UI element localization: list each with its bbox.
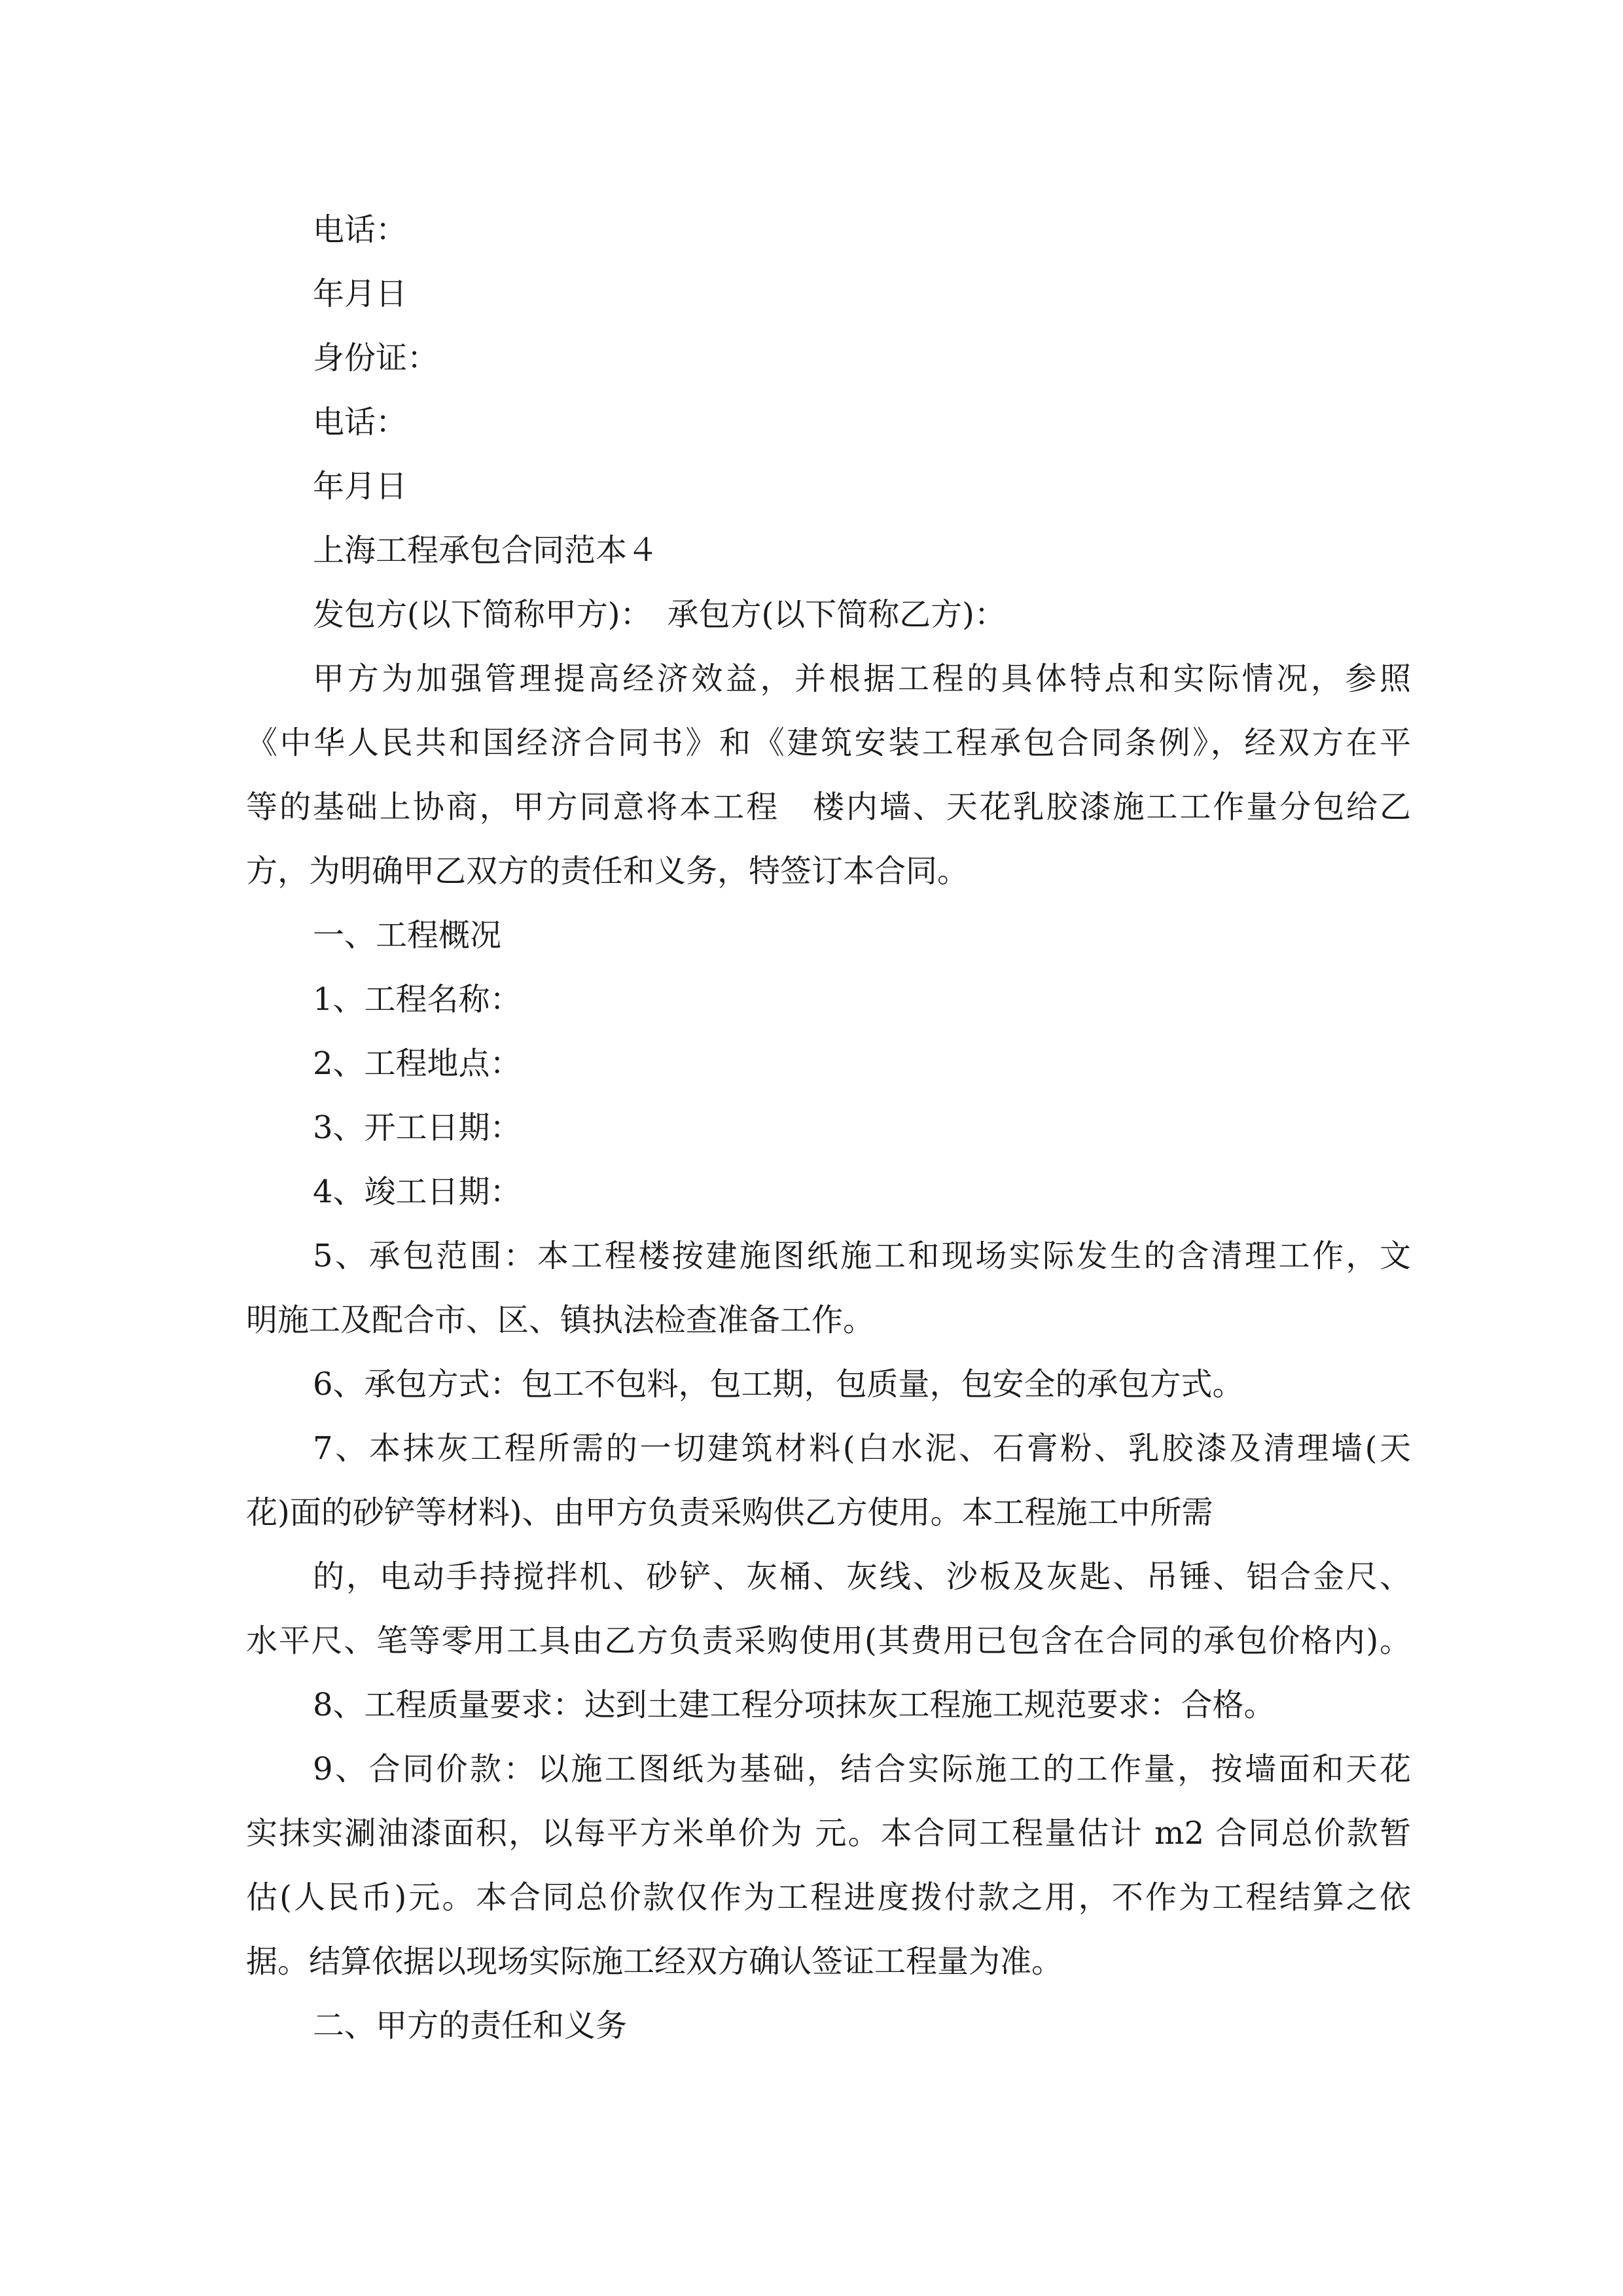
price-item-line-3: 估(人民币)元。本合同总价款仅作为工程进度拨付款之用，不作为工程结算之依 <box>246 1879 1411 1916</box>
intro-paragraph-line-3: 等的基础上协商，甲方同意将本工程 楼内墙、天花乳胶漆施工工作量分包给乙 <box>246 789 1411 825</box>
project-location-item: 2、工程地点： <box>313 1045 522 1082</box>
phone-label-1: 电话： <box>313 211 408 248</box>
section-heading-1: 一、工程概况 <box>313 917 502 954</box>
id-card-label: 身份证： <box>313 340 439 376</box>
intro-paragraph-line-2: 《中华人民共和国经济合同书》和《建筑安装工程承包合同条例》，经双方在平 <box>246 725 1411 761</box>
document-body <box>246 198 1411 2058</box>
scope-item-line-1: 5、承包范围：本工程楼按建施图纸施工和现场实际发生的含清理工作，文 <box>313 1238 1411 1274</box>
materials-item-line-1: 7、本抹灰工程所需的一切建筑材料(白水泥、石膏粉、乳胶漆及清理墙(天 <box>313 1430 1411 1467</box>
scope-item-line-2: 明施工及配合市、区、镇执法检查准备工作。 <box>246 1302 875 1338</box>
price-item-line-4: 据。结算依据以现场实际施工经双方确认签证工程量为准。 <box>246 1943 1063 1980</box>
price-item-line-1: 9、合同价款：以施工图纸为基础，结合实际施工的工作量，按墙面和天花 <box>313 1751 1411 1787</box>
intro-paragraph-line-1: 甲方为加强管理提高经济效益，并根据工程的具体特点和实际情况，参照 <box>313 660 1411 697</box>
date-line-2: 年月日 <box>313 468 408 505</box>
date-line-1: 年月日 <box>313 276 408 312</box>
completion-date-item: 4、竣工日期： <box>313 1174 522 1210</box>
contract-mode-item: 6、承包方式：包工不包料，包工期，包质量，包安全的承包方式。 <box>313 1366 1244 1403</box>
intro-paragraph-line-4: 方，为明确甲乙双方的责任和义务，特签订本合同。 <box>246 853 969 889</box>
price-item-line-2: 实抹实涮油漆面积，以每平方米单价为 元。本合同工程量估计 m2 合同总价款暂 <box>246 1815 1411 1852</box>
parties-line: 发包方(以下简称甲方)： 承包方(以下简称乙方)： <box>313 596 1006 633</box>
project-name-item: 1、工程名称： <box>313 981 522 1018</box>
tools-line-2: 水平尺、笔等零用工具由乙方负责采购使用(其费用已包含在合同的承包价格内)。 <box>246 1623 1411 1659</box>
tools-line-1: 的，电动手持搅拌机、砂铲、灰桶、灰线、沙板及灰匙、吊锤、铝合金尺、 <box>313 1558 1411 1595</box>
section-heading-2: 二、甲方的责任和义务 <box>313 2007 628 2044</box>
materials-item-line-2: 花)面的砂铲等材料)、由甲方负责采购供乙方使用。本工程施工中所需 <box>246 1494 1213 1531</box>
start-date-item: 3、开工日期： <box>313 1109 522 1146</box>
phone-label-2: 电话： <box>313 404 408 440</box>
quality-item: 8、工程质量要求：达到土建工程分项抹灰工程施工规范要求：合格。 <box>313 1687 1275 1723</box>
contract-title: 上海工程承包合同范本４ <box>313 532 659 569</box>
